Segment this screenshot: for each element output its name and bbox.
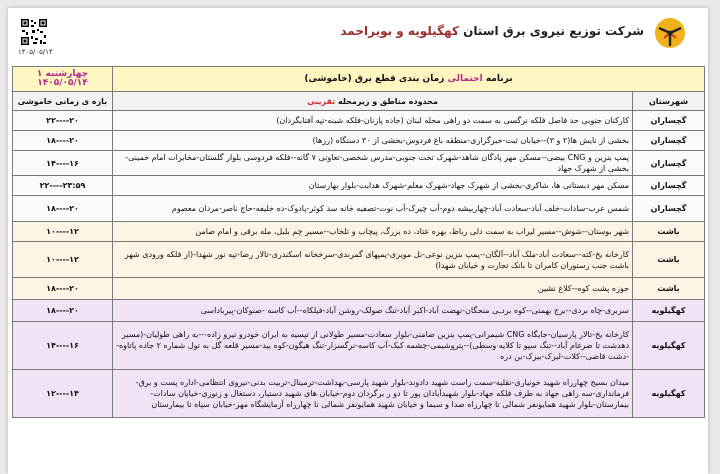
time-cell: ۱۸----۲۰	[13, 196, 113, 222]
time-cell: ۲۲----۲۰	[13, 111, 113, 131]
qr-code-icon	[20, 18, 48, 46]
area-cell: کارخانه یخ-کته--سعادت آباد-ملک آباد--آلگان--پمپ بنزین نوعی-نل مویزی-پمپهای گمرندی-سرخخانه اسکندری-تالار رضا-تپه نور شهدا-(از فلکه ورودی شهر باشت جنب رستوران کامران تا بانک تجارت و خیابان شهدا)	[113, 242, 633, 278]
company-name: شرکت توزیع نیروی برق استان کهگیلویه و بویراحمد	[340, 24, 644, 38]
power-company-logo-icon	[650, 16, 690, 50]
area-cell: کارکنان جنوبی حد فاصل فلکه نرگسی به سمت دو راهی محله لبنان (جاده پازنان-فلکه شبنه-تپه آفتابگردان)	[113, 111, 633, 131]
table-row	[13, 131, 705, 151]
city-cell: گچساران	[633, 111, 705, 131]
area-cell: میدان بسیج چهارراه شهید خونیاری-نقلیه-سمت راست شهید دادوند-بلوار شهید پارسی-بهداشت-ترمینال-تربیت بدنی-نیروی انتظامی-اداره پست و برق-فرمانداری-سه راهی جهاد به طرف فلکه جهاد-بلوار شهیدآبادان پور تا دو ر برگردان دوم-خیابان های شهید دستیار، دستغال و زنوزی-خیابان سادات-بیمارستان-بلوار شهید همایونفر شمالی تا چهارراه صدا و سیما و خیابان شهید همایونفر شمالی تا چهارراه آزمایشگاه مهر-خیابان سپاه تا بیمارستان	[113, 370, 633, 418]
time-cell: ۱۴----۱۶	[13, 322, 113, 370]
time-cell: ۱۸----۲۰	[13, 131, 113, 151]
table-row	[13, 111, 705, 131]
document-header	[8, 8, 708, 64]
city-cell: گچساران	[633, 176, 705, 196]
time-cell: ۱۲----۱۴	[13, 370, 113, 418]
column-header-area: محدوده مناطق و زیرمحله تقریبی	[113, 92, 633, 111]
city-cell: گچساران	[633, 131, 705, 151]
table-row	[13, 300, 705, 322]
area-cell: شهر بوستان--شوش--مسیر لیراب به سمت دلی رباط، بهره عتاد، ده بزرگ، پیچاب و تلخاب--مسیر چم بلبل، مله برقی و امام ضامن	[113, 222, 633, 242]
time-cell: ۱۴----۱۶	[13, 151, 113, 176]
table-row	[13, 322, 705, 370]
program-date	[13, 67, 113, 92]
table-row	[13, 151, 705, 176]
time-cell: ۱۸----۲۰	[13, 278, 113, 300]
column-header-time: بازه ی زمانی خاموشی	[13, 92, 113, 111]
time-cell: ۱۰----۱۲	[13, 242, 113, 278]
city-cell: کهگیلویه	[633, 322, 705, 370]
program-title-row	[13, 67, 705, 92]
city-cell: گچساران	[633, 151, 705, 176]
area-cell: سربری-چاه بردی--برج بهمنی--کوه بردـی منجگان-نهضت آباد-اکبر آباد-تنگ صولک-روشن آباد-فیلکاه--آب کاسه -صنوکان-پیرباداسی	[113, 300, 633, 322]
area-cell: پمپ بنزین و CNG بیضی--مسکن مهر پادگان شاهد-شهرک تخت جنوبی-مدرس شخصی-تعاونی ۷ گانه--فلکه فردوسی بلوار گلستان-مخابرات امام خمینی-بخشی از شهرک جهاد	[113, 151, 633, 176]
table-row	[13, 196, 705, 222]
print-date: ۱۴۰۵/۰۵/۱۴	[18, 48, 53, 56]
time-cell: ۲۲----۲۳:۵۹	[13, 176, 113, 196]
area-cell: کارخانه یخ-تالار پارسیان-جایگاه CNG شیمرانی-پمپ بنزین ضامنی-بلوار سعادت-مسیر طولانی از تپسیه به ایران خودرو تیرو زاده---به راهی طولیان-(مسیر دهدشت تا ضرغام آباد--تنگ سپو تا کلایه وسطی)--پتروشیمی-چشمه کبک-آب کاسه-نرگسزار-تنگ هیگون-کوه بید-مسیر قلعه گل به تول شماره ۲ جاده پاتاوه--دشت قاضی--کلات-لیرک-بیزک-بن دره	[113, 322, 633, 370]
program-title: برنامه احتمالی زمان بندی قطع برق (خاموشی)	[113, 67, 705, 92]
time-cell: ۱۰----۱۲	[13, 222, 113, 242]
area-cell: حوزه پشت کوه--کلاغ نشین	[113, 278, 633, 300]
table-header-row	[13, 92, 705, 111]
program-day: چهارشنبه ۱	[36, 69, 89, 79]
table-body	[13, 111, 705, 418]
city-cell: کهگیلویه	[633, 300, 705, 322]
city-cell: باشت	[633, 242, 705, 278]
table-row	[13, 176, 705, 196]
table-row	[13, 278, 705, 300]
city-cell: گچساران	[633, 196, 705, 222]
city-cell: کهگیلویه	[633, 370, 705, 418]
program-date-value: ۱۴۰۵/۰۵/۱۴	[37, 78, 88, 88]
area-cell: مسکن مهر دبستانی ها، شاکری-بخشی از شهرک جهاد-شهرک معلم-شهرک هدایت-بلوار بهارستان	[113, 176, 633, 196]
area-cell: بخشی از نایش ها(۲ و ۳)--خیابان ثبت-خبرگزاری-منطقه باغ فردوس-بخشی از ۳۰ دستگاه (رزها)	[113, 131, 633, 151]
table-row	[13, 242, 705, 278]
area-cell: شمس عرب-سادات-خلف آباد-سعادت آباد-چهاربیشه دوم-آب چیرک-آب نوت-تصفیه خانه سد کوثر-پادوک-ده خلیفه-حاج ناصر-مردان معصوم	[113, 196, 633, 222]
city-cell: باشت	[633, 222, 705, 242]
city-cell: باشت	[633, 278, 705, 300]
table-row	[13, 370, 705, 418]
outage-schedule-table	[12, 66, 705, 418]
document-page	[8, 8, 708, 474]
column-header-city: شهرستان	[633, 92, 705, 111]
time-cell: ۱۸----۲۰	[13, 300, 113, 322]
table-row	[13, 222, 705, 242]
